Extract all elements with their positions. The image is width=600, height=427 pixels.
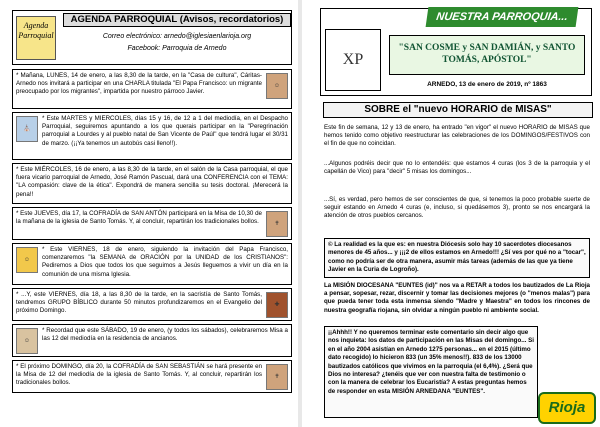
- article-box-reality: © La realidad es la que es: en nuestra Diócesis solo hay 10 sacerdotes diocesanos menores de 45 años... y ¡¡¡2 de ellos estamos en Arnedo!!! ¿Sí ves por qué no a "tocar", como no podría ser de otra manera, asumir más tareas (además de las que ya tiene Javier en la Curia de Logroño).: [324, 238, 590, 278]
- agenda-item-domingo: [12, 360, 292, 393]
- agenda-header: [12, 10, 292, 65]
- agenda-item-martes: [12, 112, 292, 160]
- agenda-item-text: * Este MIÉRCOLES, 16 de enero, a las 8,30 de la tarde, en el salón de la Casa parroquial, el que fuera vicario parroquial de Arnedo, José Ramón Pascual, dará una CONFERENCIA con el TEMA: "LA compasión: clave de la ética". Expondrá de manera sencilla su tesis doctoral. ¡Merecerá la pena!!: [16, 166, 288, 198]
- agenda-title: AGENDA PARROQUIAL (Avisos, recordatorios): [63, 13, 291, 27]
- rioja-badge: Rioja: [538, 392, 596, 424]
- parish-logo: XP: [325, 29, 381, 91]
- article-headline: SOBRE el "nuevo HORARIO de MISAS": [323, 102, 593, 118]
- pope-photo-icon: ☺: [266, 73, 288, 99]
- article-paragraph-3: ...Sí, es verdad, pero hemos de ser conscientes de que, si tenemos la poco probable suerte de seguir estando en Arnedo 4 curas (e, incluso, si quedásemos 3), pronto se nos encargará la atención de otros pueblos cercanos.: [324, 196, 590, 220]
- agenda-item-text: * El próximo DOMINGO, día 20, la COFRADÍA de SAN SEBASTIÁN se hará presente en la Misa de 12 del mediodía de la iglesia de Santo Tomás. Y, al concluir, repartirán los tradicionales bollos.: [16, 363, 262, 387]
- agenda-item-sabado: [12, 324, 292, 357]
- agenda-item-jueves: [12, 207, 292, 240]
- parish-name: "SAN COSME y SAN DAMIÁN, y SANTO TOMÁS, APÓSTOL": [389, 35, 585, 75]
- facebook-line: Facebook: Parroquia de Arnedo: [127, 45, 227, 52]
- email-line: Correo electrónico: arnedo@iglesiaenlarioja.org: [102, 33, 252, 40]
- san-anton-image-icon: ✝: [266, 211, 288, 237]
- bible-icon: ✚: [266, 292, 288, 318]
- lourdes-photo-icon: ⛪: [16, 116, 38, 142]
- agenda-item-text: * Este VIERNES, 18 de enero, siguiendo la invitación del Papa Francisco, comenzaremos "la SEMANA de ORACIÓN por la UNIDAD de los CRISTIANOS": Pediremos a Dios que todos los que seguimos a Jesús lleguemos a vivir un día en la comunión de una misma Iglesia.: [42, 246, 288, 278]
- agenda-item-lunes: [12, 69, 292, 109]
- bulletin-date: ARNEDO, 13 de enero de 2019, nº 1863: [427, 81, 547, 88]
- agenda-item-grupo-biblico: [12, 288, 292, 321]
- agenda-logo: Agenda Parroquial: [16, 16, 56, 60]
- agenda-item-text: * Este JUEVES, día 17, la COFRADÍA de SAN ANTÓN participará en la Misa de 10,30 de la mañana de la iglesia de Santo Tomás. Y, al concluir, repartirán los tradicionales bollos.: [16, 210, 262, 226]
- agenda-item-miercoles: [12, 163, 292, 204]
- article-paragraph-1: Este fin de semana, 12 y 13 de enero, ha entrado "en vigor" el nuevo HORARIO de MISAS que hemos tenido como objetivo reestructurar las celebraciones de los DOMINGOS/FESTIVOS con el fin de que no coincidan.: [324, 124, 590, 148]
- elderly-couple-icon: ☺: [16, 328, 38, 354]
- agenda-item-viernes: [12, 243, 292, 285]
- agenda-item-text: * Este MARTES y MIERCOLES, días 15 y 16, de 12 a 1 del mediodía, en el Despacho Parroquial, seguiremos apuntando a los que querais participar en la "Peregrinación parroquial a Lourdes y al pueblo natal de San Vicente de Paúl" que tendrá lugar el 30/31 de marzo. (¡¡Ya tenemos un autobús casi lleno!!).: [42, 115, 288, 147]
- agenda-item-text: * ...Y, este VIERNES, día 18, a las 8,30 de la tarde, en la sacristía de Santo Tomás, tendremos GRUPO BÍBLICO durante 50 minutos profundizaremos en el Evangelio del próximo Domingo.: [16, 291, 262, 315]
- agenda-item-text: * Recordad que este SÁBADO, 19 de enero, (y todos los sábados), celebraremos Misa a las 12 del mediodía en la residencia de ancianos.: [42, 327, 288, 343]
- unity-cartoon-icon: ☺: [16, 247, 38, 273]
- bulletin-header: [320, 8, 592, 96]
- article-paragraph-mision: La MISIÓN DIOCESANA "EUNTES (id)" nos va a RETAR a todos los bautizados de La Rioja a pensar, sopesar, rezar, discernir y tomar las decisiones mejores (o "menos malas") para que pueda tener toda esta inmensa siendo "Madre y Maestra" en todos los rincones de nuestra geografía riojana, sin olvidar a ningún pueblo ni ambiente social.: [324, 282, 590, 314]
- article-paragraph-2: ...Algunos podréis decir que no lo entendéis: que estamos 4 curas (los 3 de la parroquia y el capellán de Vico) para "decir" 5 misas los domingos...: [324, 160, 590, 176]
- agenda-item-text: * Mañana, LUNES, 14 de enero, a las 8,30 de la tarde, en la "Casa de cultura", Cáritas-Arnedo nos invitará a participar en una CHARLA titulada "El Papa Francisco: un migrante preocupado por los migrantes", impartida por nuestro párroco Javier.: [16, 72, 262, 96]
- san-sebastian-image-icon: ✝: [266, 364, 288, 390]
- bulletin-page: [302, 0, 600, 427]
- article-box-participation: ¡¡Ahhh!! Y no queremos terminar este comentario sin decir algo que nos inquieta: los datos de participación en las Misas del domingo... Si en el año 2004 asistían en Arnedo 1275 personas... en el 2015 (último dato recogido) lo hicieron 833 (un 35% menos!!). 833 de los 13000 bautizados católicos que vivimos en la parroquia (el 6,4%). ¿Será que Dios no interesa? ¿tenéis que ver con nuestra falta de testimonio o con la manera de celebrar los Eucaristía? A estas preguntas hemos de responder en esta MISIÓN ARNEDANA "EUNTES".: [324, 326, 538, 418]
- agenda-page: [0, 0, 298, 427]
- bulletin-title: NUESTRA PARROQUIA...: [426, 7, 579, 27]
